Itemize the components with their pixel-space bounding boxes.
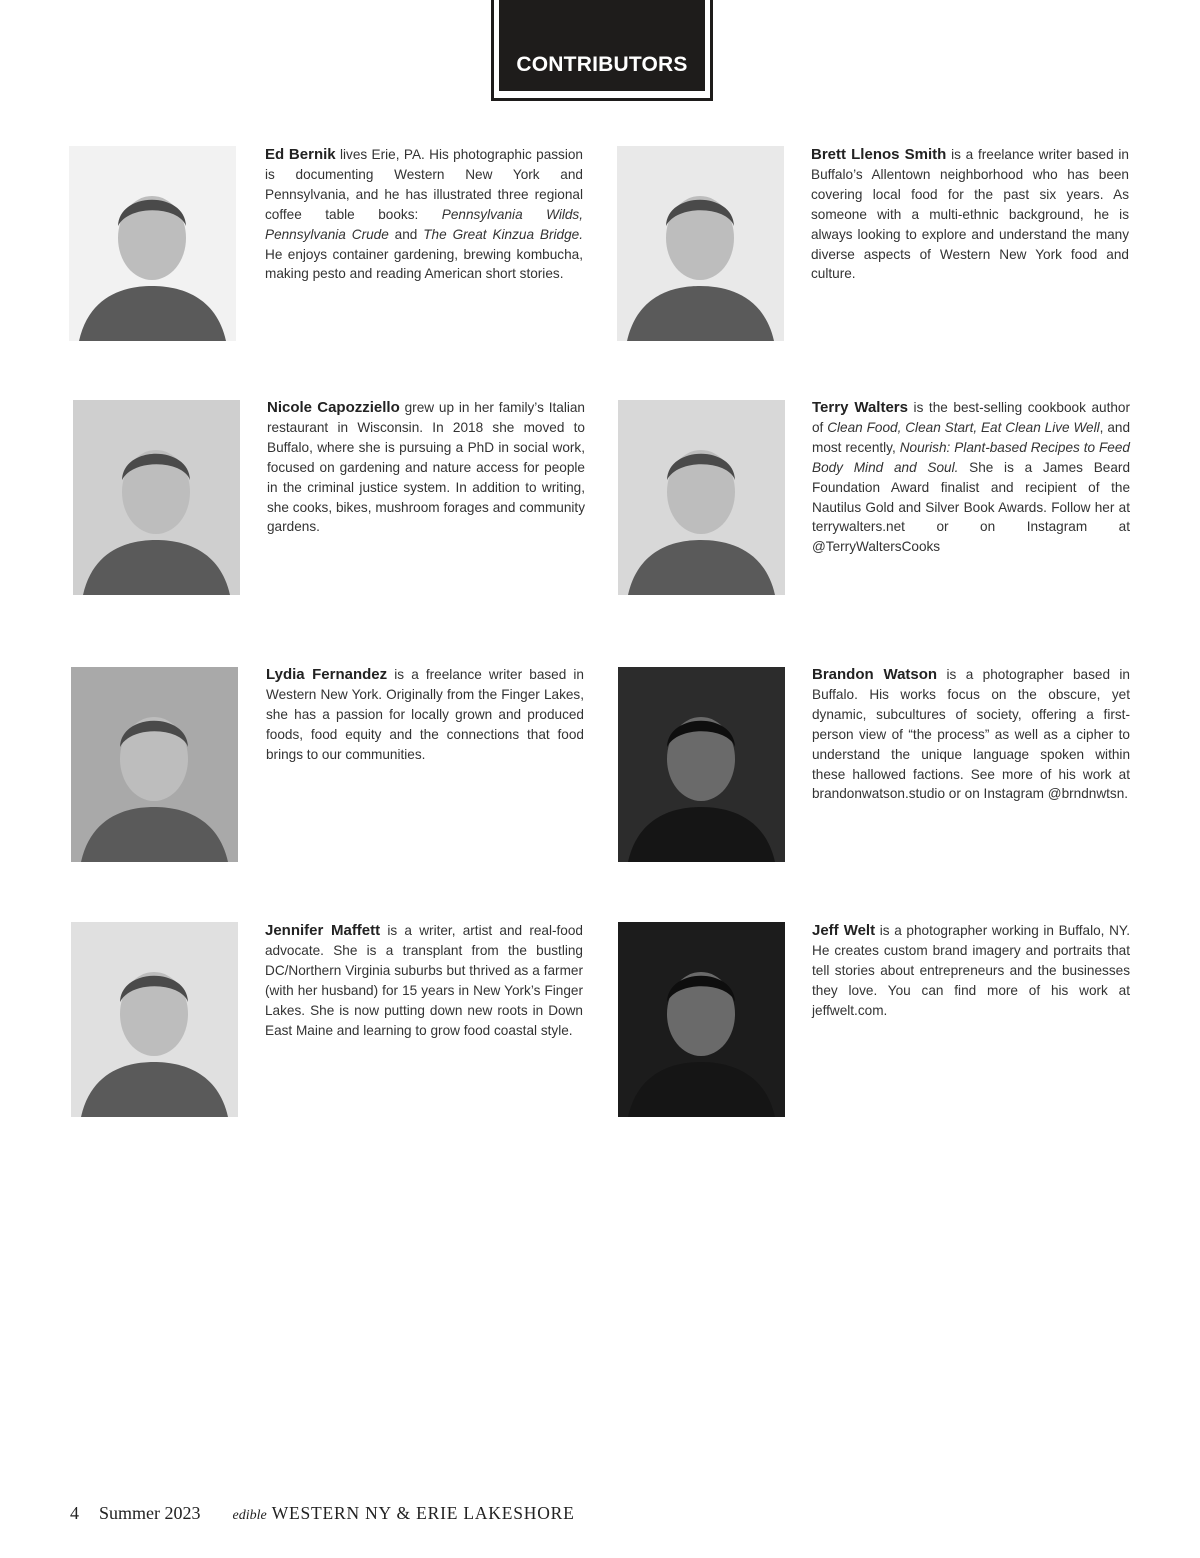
contributor-bio (812, 398, 1130, 557)
contributor-bio (812, 921, 1130, 1021)
bio-text: is a photographer based in Buffalo. His works focus on the obscure, yet dynamic, subcultures of society, offering a first-person view of “the process” as well as a cipher to understand the unique language spoken within these hallowed factions. See more of his work at brandonwatson.studio or on Instagram @brndnwtsn. (812, 667, 1130, 802)
portrait-image (71, 922, 238, 1117)
section-header-box (499, 0, 705, 91)
bio-text: is a freelance writer based in Buffalo’s Allentown neighborhood who has been covering local food for the past six years. As someone with a multi-ethnic background, he is always looking to explore and understand the many diverse aspects of Western New York food and culture. (811, 147, 1129, 282)
page-footer (70, 1503, 575, 1527)
section-title: CONTRIBUTORS (516, 53, 688, 76)
contributor-bio (266, 665, 584, 765)
bio-text: is a writer, artist and real-food advocate. She is a transplant from the bustling DC/Northern Virginia suburbs but thrived as a farmer (with her husband) for 15 years in New York’s Finger Lakes. She is now putting down new roots in Down East Maine and learning to grow food coastal style. (265, 923, 583, 1038)
bio-text: , and most recently, (812, 419, 1131, 455)
contributor-name: Jeff Welt (812, 922, 876, 939)
contributor-photo (618, 922, 785, 1117)
section-header-tab (491, 0, 713, 101)
portrait-image (69, 146, 236, 341)
contributor-bio (265, 921, 583, 1040)
page-number: 4 (70, 1503, 79, 1523)
bio-text: is a freelance writer based in Western New York. Originally from the Finger Lakes, she has a passion for locally grown and produced foods, food equity and the connections that food brings to our communities. (266, 667, 584, 762)
contributor-photo (617, 146, 784, 341)
portrait-image (71, 667, 238, 862)
contributor-name: Terry Walters (812, 399, 908, 416)
contributor-bio (267, 398, 585, 537)
bio-italic-text: Nourish: Plant-based Recipes to Feed Body Mind and Soul. (812, 439, 1130, 475)
brand-name: WESTERN NY & ERIE LAKESHORE (271, 1503, 575, 1523)
contributor-photo (73, 400, 240, 595)
bio-text: He enjoys container gardening, brewing kombucha, making pesto and reading American short stories. (265, 246, 583, 282)
bio-text: is the best-selling cookbook author of (812, 400, 1130, 435)
contributor-name: Lydia Fernandez (266, 666, 388, 683)
portrait-image (618, 667, 785, 862)
contributor-photo (71, 667, 238, 862)
bio-text: She is a James Beard Foundation Award finalist and recipient of the Nautilus Gold and Silver Book Awards. Follow her at terrywalters.net or on Instagram at @TerryWaltersCooks (812, 459, 1130, 555)
contributor-bio (265, 145, 583, 284)
bio-text: lives Erie, PA. His photographic passion is documenting Western New York and Pennsylvania, and he has illustrated three regional coffee table books: (265, 147, 583, 222)
brand-prefix: edible (232, 1508, 267, 1523)
contributor-name: Ed Bernik (265, 146, 336, 163)
issue-season: Summer 2023 (99, 1503, 201, 1523)
contributor-photo (71, 922, 238, 1117)
contributor-name: Brett Llenos Smith (811, 146, 947, 163)
bio-text: is a photographer working in Buffalo, NY. He creates custom brand imagery and portraits that tell stories about entrepreneurs and the businesses they love. You can find more of his work at jeffwelt.com. (812, 923, 1131, 1018)
portrait-image (73, 400, 240, 595)
portrait-image (618, 400, 785, 595)
bio-text: grew up in her family’s Italian restaurant in Wisconsin. In 2018 she moved to Buffalo, where she is pursuing a PhD in social work, focused on gardening and nature access for people in the criminal justice system. In addition to writing, she cooks, bikes, mushroom forages and community gardens. (267, 400, 585, 535)
contributor-photo (618, 400, 785, 595)
portrait-image (617, 146, 784, 341)
contributor-photo (69, 146, 236, 341)
contributor-bio (812, 665, 1130, 804)
contributor-photo (618, 667, 785, 862)
bio-italic-text: The Great Kinzua Bridge. (423, 226, 583, 242)
contributor-name: Jennifer Maffett (265, 922, 381, 939)
bio-italic-text: Clean Food, Clean Start, Eat Clean Live Well (827, 419, 1100, 435)
contributor-name: Brandon Watson (812, 666, 938, 683)
contributor-name: Nicole Capozziello (267, 399, 400, 416)
portrait-image (618, 922, 785, 1117)
contributor-bio (811, 145, 1129, 284)
bio-italic-text: Pennsylvania Wilds, Pennsylvania Crude (265, 206, 583, 242)
bio-text: and (388, 226, 424, 242)
